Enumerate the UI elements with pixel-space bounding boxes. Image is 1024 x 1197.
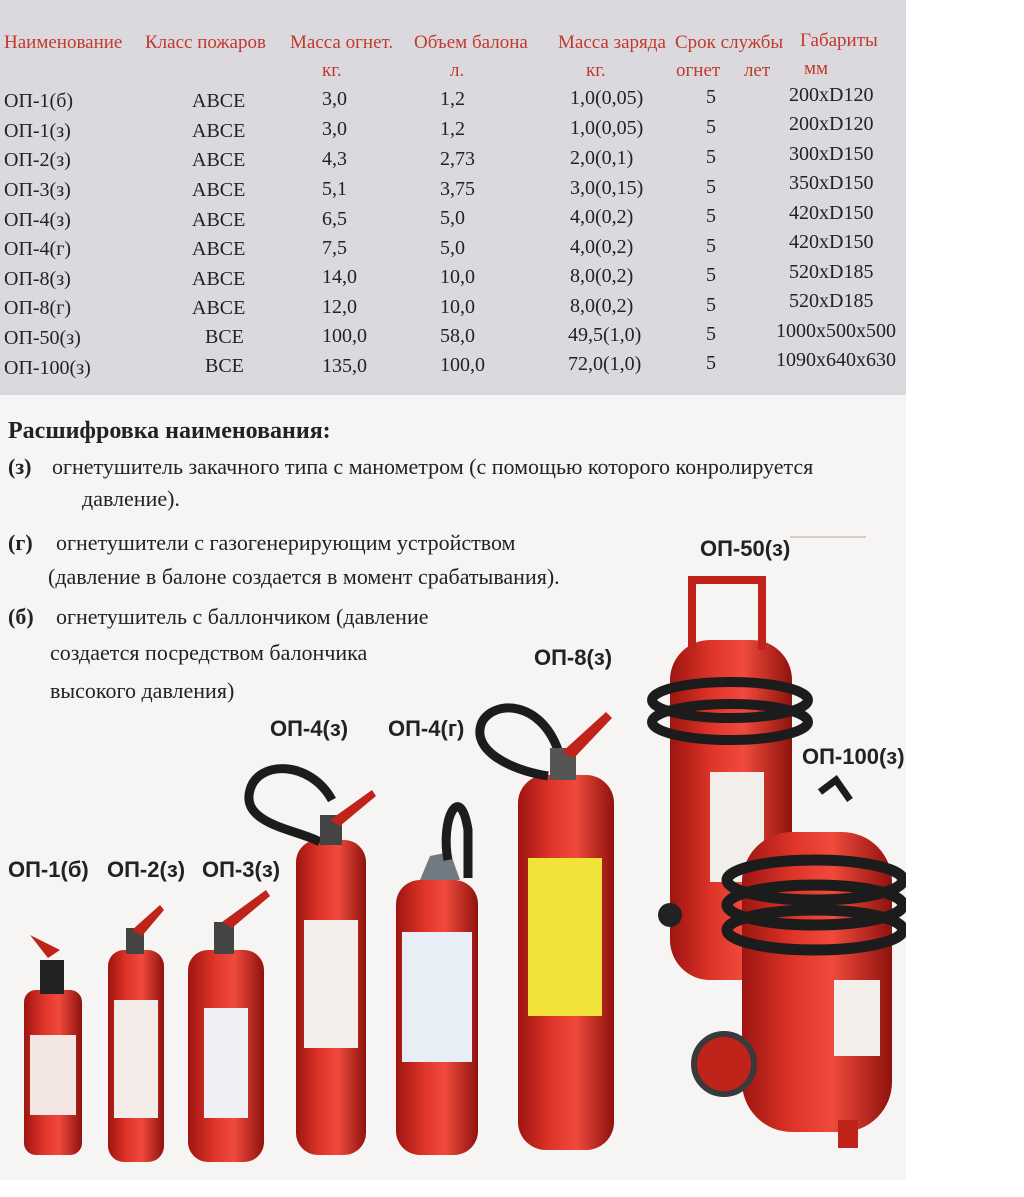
- cell-volume: 1,2: [440, 118, 465, 140]
- cell-name: ОП-4(з): [4, 209, 71, 231]
- cell-mass: 3,0: [322, 88, 347, 110]
- cell-class: ABCE: [192, 120, 246, 142]
- cell-class: BCE: [205, 326, 244, 348]
- legend-text-g-line2: (давление в балоне создается в момент срабатывания).: [48, 564, 560, 589]
- header-mass-unit: кг.: [322, 60, 342, 81]
- cell-charge: 8,0(0,2): [570, 265, 634, 287]
- cell-dimensions: 520xD185: [789, 290, 874, 312]
- cell-mass: 3,0: [322, 118, 347, 140]
- legend-key-b: (б): [8, 604, 34, 629]
- cell-dimensions: 300xD150: [789, 143, 874, 165]
- cell-charge: 8,0(0,2): [570, 295, 634, 317]
- extinguisher-op3z: [188, 890, 270, 1162]
- legend-key-z: (з): [8, 454, 32, 479]
- cell-life: 5: [706, 205, 716, 227]
- legend-key-g: (г): [8, 530, 33, 555]
- header-volume-unit: л.: [450, 60, 465, 81]
- cell-class: ABCE: [192, 149, 246, 171]
- label-op3z: ОП-3(з): [202, 857, 281, 882]
- cell-volume: 10,0: [440, 296, 475, 318]
- legend-text-z-line2: давление).: [82, 486, 180, 511]
- label-op4g: ОП-4(г): [388, 716, 465, 741]
- legend-text-g-line1: огнетушители с газогенерирующим устройством: [56, 530, 516, 555]
- cell-charge: 3,0(0,15): [570, 177, 644, 199]
- extinguisher-op8z: [480, 708, 614, 1150]
- cell-name: ОП-100(з): [4, 357, 91, 379]
- header-name: Наименование: [4, 32, 123, 53]
- cell-class: ABCE: [192, 297, 246, 319]
- cell-charge: 1,0(0,05): [570, 117, 644, 139]
- label-op1b: ОП-1(б): [8, 857, 89, 882]
- legend-text-b-line1: огнетушитель с баллончиком (давление: [56, 604, 429, 629]
- cell-dimensions: 200xD120: [789, 84, 874, 106]
- cell-charge: 72,0(1,0): [568, 353, 642, 375]
- header-service-life-unit: огнет лет: [676, 60, 771, 81]
- header-dimensions: Габариты: [800, 30, 878, 51]
- cell-charge: 49,5(1,0): [568, 324, 642, 346]
- cell-dimensions: 200xD120: [789, 113, 874, 135]
- header-mass: Масса огнет.: [290, 32, 394, 53]
- cell-mass: 12,0: [322, 296, 357, 318]
- cell-life: 5: [706, 352, 716, 374]
- cell-dimensions: 350xD150: [789, 172, 874, 194]
- cell-volume: 1,2: [440, 88, 465, 110]
- cell-dimensions: 1000x500x500: [776, 320, 896, 342]
- cell-name: ОП-3(з): [4, 179, 71, 201]
- header-charge-unit: кг.: [586, 60, 606, 81]
- label-op4z: ОП-4(з): [270, 716, 349, 741]
- cell-dimensions: 420xD150: [789, 202, 874, 224]
- cell-charge: 4,0(0,2): [570, 206, 634, 228]
- extinguisher-op4z: [249, 769, 376, 1155]
- cell-mass: 5,1: [322, 178, 347, 200]
- cell-class: ABCE: [192, 90, 246, 112]
- cell-name: ОП-8(г): [4, 297, 72, 319]
- cell-volume: 5,0: [440, 237, 465, 259]
- cell-charge: 2,0(0,1): [570, 147, 634, 169]
- cell-life: 5: [706, 116, 716, 138]
- cell-life: 5: [706, 86, 716, 108]
- cell-volume: 100,0: [440, 354, 485, 376]
- cell-dimensions: 420xD150: [789, 231, 874, 253]
- cell-name: ОП-8(з): [4, 268, 71, 290]
- cell-life: 5: [706, 294, 716, 316]
- cell-name: ОП-50(з): [4, 327, 81, 349]
- cell-class: BCE: [205, 355, 244, 377]
- extinguisher-op2z: [108, 905, 164, 1162]
- cell-name: ОП-4(г): [4, 238, 72, 260]
- cell-name: ОП-1(б): [4, 90, 74, 112]
- cell-name: ОП-2(з): [4, 149, 71, 171]
- label-op2z: ОП-2(з): [107, 857, 186, 882]
- extinguisher-op4g: [396, 807, 478, 1155]
- cell-class: ABCE: [192, 179, 246, 201]
- label-op100z: ОП-100(з): [802, 744, 905, 769]
- cell-life: 5: [706, 146, 716, 168]
- header-charge: Масса заряда: [558, 32, 666, 53]
- cell-volume: 5,0: [440, 207, 465, 229]
- legend-text-b-line3: высокого давления): [50, 678, 235, 703]
- cell-charge: 4,0(0,2): [570, 236, 634, 258]
- cell-life: 5: [706, 176, 716, 198]
- label-op50z: ОП-50(з): [700, 536, 791, 561]
- cell-mass: 100,0: [322, 325, 367, 347]
- cell-dimensions: 520xD185: [789, 261, 874, 283]
- cell-life: 5: [706, 235, 716, 257]
- legend-text-z-line1: огнетушитель закачного типа с манометром (с помощью которого конролируется: [52, 454, 814, 479]
- cell-mass: 135,0: [322, 355, 367, 377]
- cell-life: 5: [706, 264, 716, 286]
- cell-name: ОП-1(з): [4, 120, 71, 142]
- header-service-life: Срок службы: [675, 32, 784, 53]
- cell-class: ABCE: [192, 268, 246, 290]
- cell-life: 5: [706, 323, 716, 345]
- cell-mass: 4,3: [322, 148, 347, 170]
- cell-mass: 6,5: [322, 208, 347, 230]
- extinguisher-op1b: [24, 935, 82, 1155]
- cell-charge: 1,0(0,05): [570, 87, 644, 109]
- cell-volume: 2,73: [440, 148, 475, 170]
- cell-class: ABCE: [192, 209, 246, 231]
- cell-volume: 10,0: [440, 266, 475, 288]
- header-fire-class: Класс пожаров: [145, 32, 266, 53]
- label-op8z: ОП-8(з): [534, 645, 613, 670]
- header-dimensions-unit: мм: [804, 58, 829, 79]
- legend-title: Расшифровка наименования:: [8, 418, 331, 444]
- cell-mass: 14,0: [322, 266, 357, 288]
- cell-volume: 3,75: [440, 178, 475, 200]
- legend-text-b-line2: создается посредством балончика: [50, 640, 368, 665]
- header-volume: Объем балона: [414, 32, 528, 53]
- cell-volume: 58,0: [440, 325, 475, 347]
- cell-mass: 7,5: [322, 237, 347, 259]
- cell-dimensions: 1090x640x630: [776, 349, 896, 371]
- cell-class: ABCE: [192, 238, 246, 260]
